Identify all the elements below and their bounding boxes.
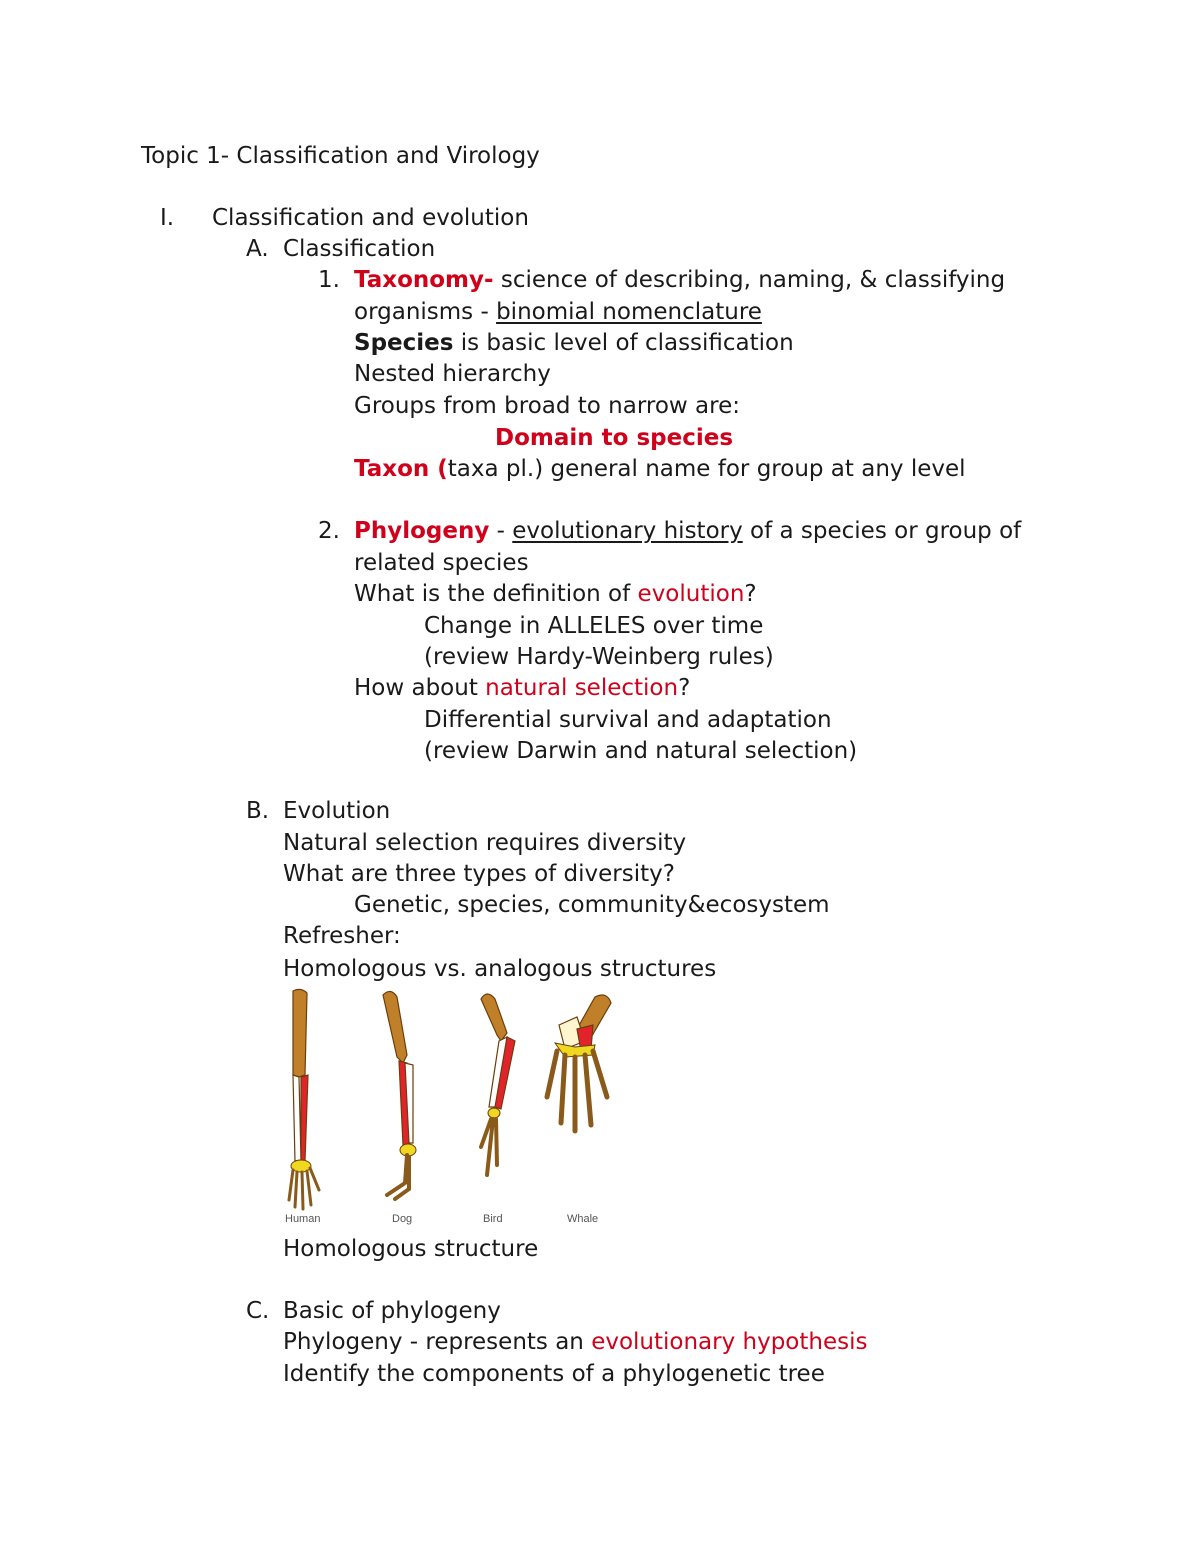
q1-post: ? — [744, 581, 757, 607]
section-a-marker: A. — [246, 236, 269, 262]
taxonomy-term: Taxonomy — [354, 267, 485, 293]
taxon-desc: taxa pl.) general name for group at any level — [447, 456, 966, 482]
caption-human: Human — [285, 1213, 321, 1225]
phylogeny-desc: of a species or group of — [742, 518, 1022, 544]
taxonomy-desc: science of describing, naming, & classifying — [493, 267, 1006, 293]
darwin-review: (review Darwin and natural selection) — [424, 738, 858, 764]
evolution-question — [354, 580, 757, 608]
taxon-term: Taxon ( — [354, 456, 448, 482]
section-c-heading: Basic of phylogeny — [283, 1298, 501, 1324]
diversity-types: Genetic, species, community&ecosystem — [354, 892, 830, 918]
hardy-weinberg: (review Hardy-Weinberg rules) — [424, 644, 774, 670]
item2-marker: 2. — [318, 518, 340, 544]
related-species: related species — [354, 550, 529, 576]
section-i-heading: Classification and evolution — [212, 205, 529, 231]
bird-limb — [481, 994, 515, 1175]
binomial-nomenclature: binomial nomenclature — [496, 299, 762, 325]
taxonomy-dash: - — [484, 267, 494, 293]
nested-hierarchy: Nested hierarchy — [354, 361, 551, 387]
phylogeny-line — [354, 517, 1021, 545]
homologous-vs-analogous: Homologous vs. analogous structures — [283, 956, 717, 982]
q1-evolution: evolution — [637, 581, 745, 607]
q2-post: ? — [678, 675, 691, 701]
item1-marker: 1. — [318, 267, 340, 293]
section-b-heading: Evolution — [283, 798, 391, 824]
caption-whale: Whale — [567, 1213, 599, 1225]
taxonomy-line2 — [354, 298, 762, 326]
section-a-heading: Classification — [283, 236, 436, 262]
domain-to-species: Domain to species — [495, 425, 734, 451]
section-i-marker: I. — [160, 205, 175, 231]
species-desc: is basic level of classification — [453, 330, 794, 356]
natural-selection-question — [354, 674, 690, 702]
human-limb — [289, 989, 319, 1209]
species-line — [354, 329, 794, 357]
caption-bird: Bird — [483, 1213, 503, 1225]
diversity-line: Natural selection requires diversity — [283, 830, 687, 856]
phylogeny-hypothesis — [283, 1328, 867, 1356]
differential-survival: Differential survival and adaptation — [424, 707, 832, 733]
evolutionary-hypothesis: evolutionary hypothesis — [591, 1329, 868, 1355]
taxonomy-line — [354, 266, 1005, 294]
species-term: Species — [354, 330, 454, 356]
whale-limb — [547, 995, 611, 1131]
page-title: Topic 1- Classification and Virology — [141, 143, 540, 169]
phylogenetic-tree-line: Identify the components of a phylogenetic tree — [283, 1361, 825, 1387]
section-b-marker: B. — [246, 798, 270, 824]
phylogeny-term: Phylogeny — [354, 518, 490, 544]
caption-dog: Dog — [392, 1213, 413, 1225]
phylogeny-dash: - — [489, 518, 513, 544]
alleles-answer: Change in ALLELES over time — [424, 613, 764, 639]
homologous-structure-label: Homologous structure — [283, 1236, 539, 1262]
taxon-line — [354, 455, 966, 483]
section-c-marker: C. — [246, 1298, 270, 1324]
q2-pre: How about — [354, 675, 486, 701]
refresher: Refresher: — [283, 923, 401, 949]
q2-natural-selection: natural selection — [485, 675, 679, 701]
q1-pre: What is the definition of — [354, 581, 638, 607]
evolutionary-history: evolutionary history — [512, 518, 743, 544]
c1-pre: Phylogeny - represents an — [283, 1329, 592, 1355]
three-types-question: What are three types of diversity? — [283, 861, 675, 887]
homologous-limbs-figure — [275, 985, 615, 1230]
organisms-text: organisms - — [354, 299, 497, 325]
dog-limb — [383, 991, 416, 1199]
groups-line: Groups from broad to narrow are: — [354, 393, 740, 419]
